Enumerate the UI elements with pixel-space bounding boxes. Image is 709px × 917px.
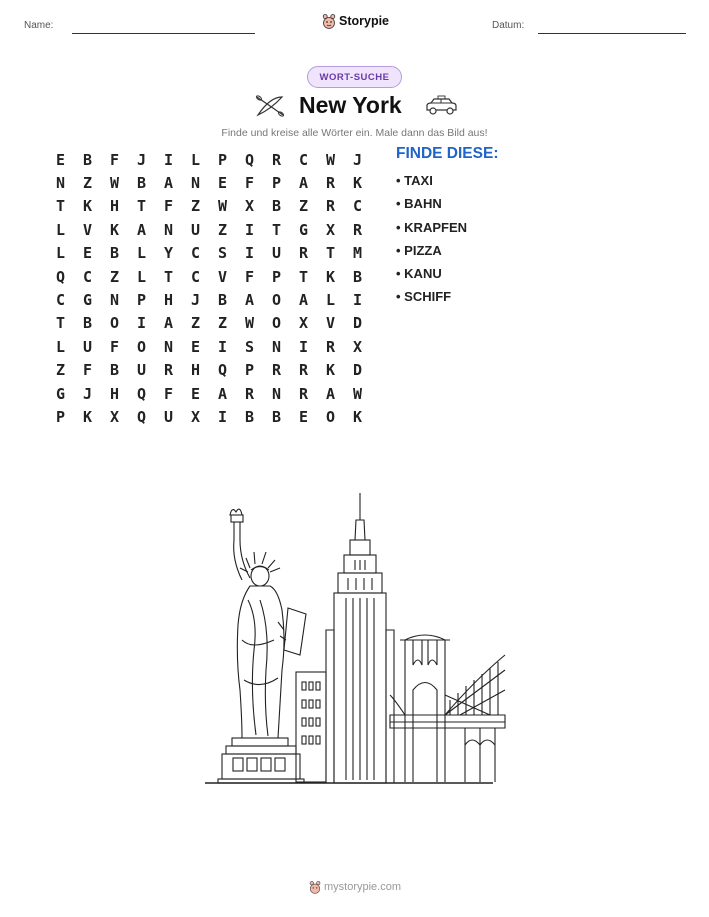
grid-cell[interactable]: N bbox=[190, 174, 201, 193]
grid-cell[interactable]: I bbox=[163, 150, 174, 169]
statue-of-liberty bbox=[218, 509, 306, 783]
empire-state-building bbox=[326, 493, 394, 783]
grid-cell[interactable]: P bbox=[244, 361, 255, 380]
grid-cell[interactable]: K bbox=[109, 220, 120, 239]
grid-cell[interactable]: I bbox=[244, 220, 255, 239]
grid-cell[interactable]: F bbox=[163, 197, 174, 216]
grid-row bbox=[47, 171, 371, 194]
grid-cell[interactable]: A bbox=[325, 384, 336, 403]
grid-cell[interactable]: C bbox=[190, 267, 201, 286]
grid-cell[interactable]: Q bbox=[136, 407, 147, 426]
grid-cell[interactable]: R bbox=[163, 361, 174, 380]
grid-cell[interactable]: O bbox=[271, 291, 282, 310]
storypie-mascot-icon bbox=[322, 13, 336, 29]
grid-cell[interactable]: P bbox=[217, 150, 228, 169]
grid-cell[interactable]: W bbox=[352, 384, 363, 403]
grid-cell[interactable]: V bbox=[325, 314, 336, 333]
grid-cell[interactable]: E bbox=[217, 174, 228, 193]
word-item: • SCHIFF bbox=[396, 289, 452, 305]
grid-cell[interactable]: X bbox=[325, 220, 336, 239]
grid-cell[interactable]: L bbox=[136, 244, 147, 263]
grid-cell[interactable]: A bbox=[163, 174, 174, 193]
grid-cell[interactable]: S bbox=[217, 244, 228, 263]
grid-cell[interactable]: Q bbox=[136, 384, 147, 403]
brand-name: Storypie bbox=[339, 14, 390, 28]
grid-cell[interactable]: R bbox=[271, 361, 282, 380]
grid-cell[interactable]: T bbox=[55, 314, 66, 333]
word-list bbox=[396, 169, 467, 309]
grid-cell[interactable]: A bbox=[244, 291, 255, 310]
grid-cell[interactable]: P bbox=[271, 174, 282, 193]
grid-row bbox=[47, 312, 371, 335]
grid-cell[interactable]: G bbox=[298, 220, 309, 239]
grid-cell[interactable]: B bbox=[271, 407, 282, 426]
grid-cell[interactable]: Z bbox=[298, 197, 309, 216]
grid-cell[interactable]: C bbox=[298, 150, 309, 169]
grid-row bbox=[47, 218, 371, 241]
grid-cell[interactable]: I bbox=[298, 337, 309, 356]
grid-cell[interactable]: N bbox=[163, 337, 174, 356]
grid-cell[interactable]: K bbox=[325, 267, 336, 286]
grid-row bbox=[47, 148, 371, 171]
grid-cell[interactable]: P bbox=[271, 267, 282, 286]
grid-cell[interactable]: W bbox=[109, 174, 120, 193]
grid-cell[interactable]: L bbox=[55, 220, 66, 239]
grid-cell[interactable]: L bbox=[325, 291, 336, 310]
grid-cell[interactable]: A bbox=[298, 291, 309, 310]
grid-cell[interactable]: Z bbox=[109, 267, 120, 286]
grid-cell[interactable]: B bbox=[82, 314, 93, 333]
grid-cell[interactable]: F bbox=[244, 174, 255, 193]
grid-cell[interactable]: Q bbox=[244, 150, 255, 169]
grid-cell[interactable]: W bbox=[244, 314, 255, 333]
grid-cell[interactable]: Y bbox=[163, 244, 174, 263]
grid-cell[interactable]: H bbox=[163, 291, 174, 310]
kayak-icon bbox=[255, 93, 285, 119]
grid-cell[interactable]: T bbox=[271, 220, 282, 239]
grid-cell[interactable]: W bbox=[217, 197, 228, 216]
grid-cell[interactable]: B bbox=[109, 244, 120, 263]
name-line[interactable] bbox=[72, 33, 255, 34]
grid-cell[interactable]: T bbox=[298, 267, 309, 286]
grid-cell[interactable]: J bbox=[136, 150, 147, 169]
grid-cell[interactable]: R bbox=[271, 150, 282, 169]
grid-cell[interactable]: O bbox=[109, 314, 120, 333]
grid-cell[interactable]: J bbox=[352, 150, 363, 169]
grid-cell[interactable]: C bbox=[55, 291, 66, 310]
grid-cell[interactable]: N bbox=[55, 174, 66, 193]
grid-cell[interactable]: F bbox=[244, 267, 255, 286]
word-item: • BAHN bbox=[396, 196, 442, 212]
grid-cell[interactable]: X bbox=[190, 407, 201, 426]
grid-cell[interactable]: A bbox=[136, 220, 147, 239]
storypie-mascot-icon bbox=[309, 880, 321, 894]
grid-cell[interactable]: L bbox=[55, 337, 66, 356]
grid-cell[interactable]: I bbox=[217, 407, 228, 426]
grid-cell[interactable]: P bbox=[136, 291, 147, 310]
grid-cell[interactable]: J bbox=[82, 384, 93, 403]
grid-cell[interactable]: I bbox=[244, 244, 255, 263]
brooklyn-bridge bbox=[390, 635, 505, 782]
grid-cell[interactable]: O bbox=[325, 407, 336, 426]
grid-cell[interactable]: I bbox=[136, 314, 147, 333]
grid-cell[interactable]: L bbox=[55, 244, 66, 263]
grid-cell[interactable]: W bbox=[325, 150, 336, 169]
grid-cell[interactable]: J bbox=[190, 291, 201, 310]
grid-cell[interactable]: F bbox=[82, 361, 93, 380]
grid-cell[interactable]: Z bbox=[190, 314, 201, 333]
grid-cell[interactable]: U bbox=[271, 244, 282, 263]
grid-cell[interactable]: R bbox=[298, 361, 309, 380]
grid-cell[interactable]: Z bbox=[217, 220, 228, 239]
instructions: Finde und kreise alle Wörter ein. Male dann das Bild aus! bbox=[221, 127, 488, 139]
grid-cell[interactable]: O bbox=[271, 314, 282, 333]
grid-cell[interactable]: N bbox=[109, 291, 120, 310]
grid-cell[interactable]: R bbox=[298, 244, 309, 263]
grid-cell[interactable]: L bbox=[136, 267, 147, 286]
grid-cell[interactable]: A bbox=[298, 174, 309, 193]
grid-cell[interactable]: T bbox=[136, 197, 147, 216]
grid-cell[interactable]: F bbox=[109, 337, 120, 356]
grid-cell[interactable]: M bbox=[352, 244, 363, 263]
grid-cell[interactable]: D bbox=[352, 361, 363, 380]
word-item: • KRAPFEN bbox=[396, 219, 467, 235]
page-title: New York bbox=[299, 92, 402, 118]
grid-cell[interactable]: I bbox=[352, 291, 363, 310]
grid-cell[interactable]: I bbox=[217, 337, 228, 356]
footer bbox=[309, 880, 401, 894]
grid-cell[interactable]: A bbox=[163, 314, 174, 333]
grid-cell[interactable]: B bbox=[82, 150, 93, 169]
grid-cell[interactable]: H bbox=[109, 384, 120, 403]
grid-cell[interactable]: E bbox=[55, 150, 66, 169]
grid-cell[interactable]: U bbox=[136, 361, 147, 380]
grid-cell[interactable]: X bbox=[244, 197, 255, 216]
grid-cell[interactable]: A bbox=[217, 384, 228, 403]
grid-cell[interactable]: K bbox=[82, 197, 93, 216]
grid-cell[interactable]: Q bbox=[217, 361, 228, 380]
grid-cell[interactable]: B bbox=[217, 291, 228, 310]
grid-cell[interactable]: N bbox=[163, 220, 174, 239]
grid-cell[interactable]: X bbox=[352, 337, 363, 356]
brand-logo bbox=[322, 13, 389, 29]
date-line[interactable] bbox=[538, 33, 686, 34]
grid-cell[interactable]: V bbox=[82, 220, 93, 239]
grid-cell[interactable]: F bbox=[163, 384, 174, 403]
grid-cell[interactable]: U bbox=[190, 220, 201, 239]
category-badge: WORT-SUCHE bbox=[307, 66, 402, 88]
grid-row bbox=[47, 382, 371, 405]
grid-cell[interactable]: N bbox=[271, 337, 282, 356]
word-item: • TAXI bbox=[396, 173, 433, 188]
grid-cell[interactable]: P bbox=[55, 407, 66, 426]
grid-cell[interactable]: L bbox=[190, 150, 201, 169]
grid-cell[interactable]: E bbox=[190, 337, 201, 356]
grid-row bbox=[47, 195, 371, 218]
grid-cell[interactable]: U bbox=[82, 337, 93, 356]
grid-cell[interactable]: E bbox=[82, 244, 93, 263]
grid-cell[interactable]: R bbox=[352, 220, 363, 239]
grid-cell[interactable]: B bbox=[109, 361, 120, 380]
footer-url[interactable]: mystorypie.com bbox=[324, 881, 402, 893]
grid-cell[interactable]: R bbox=[325, 337, 336, 356]
grid-cell[interactable]: T bbox=[55, 197, 66, 216]
word-item: • KANU bbox=[396, 266, 442, 282]
grid-cell[interactable]: B bbox=[244, 407, 255, 426]
name-label: Name: bbox=[24, 20, 54, 31]
grid-cell[interactable]: R bbox=[325, 197, 336, 216]
word-list-title: FINDE DIESE: bbox=[396, 145, 499, 162]
grid-cell[interactable]: B bbox=[352, 267, 363, 286]
grid-row bbox=[47, 288, 371, 311]
grid-cell[interactable]: B bbox=[271, 197, 282, 216]
grid-cell[interactable]: K bbox=[352, 407, 363, 426]
grid-cell[interactable]: Z bbox=[217, 314, 228, 333]
grid-cell[interactable]: C bbox=[82, 267, 93, 286]
letter-grid[interactable] bbox=[47, 148, 371, 429]
grid-cell[interactable]: N bbox=[271, 384, 282, 403]
grid-cell[interactable]: F bbox=[109, 150, 120, 169]
grid-cell[interactable]: D bbox=[352, 314, 363, 333]
grid-cell[interactable]: V bbox=[217, 267, 228, 286]
new-york-skyline-illustration[interactable] bbox=[200, 490, 510, 790]
grid-cell[interactable]: E bbox=[298, 407, 309, 426]
grid-row bbox=[47, 335, 371, 358]
grid-cell[interactable]: T bbox=[163, 267, 174, 286]
grid-cell[interactable]: H bbox=[190, 361, 201, 380]
grid-cell[interactable]: Z bbox=[55, 361, 66, 380]
grid-cell[interactable]: G bbox=[55, 384, 66, 403]
grid-cell[interactable]: G bbox=[82, 291, 93, 310]
grid-cell[interactable]: C bbox=[352, 197, 363, 216]
grid-row bbox=[47, 359, 371, 382]
date-label: Datum: bbox=[492, 20, 525, 31]
word-item: • PIZZA bbox=[396, 242, 442, 258]
grid-cell[interactable]: H bbox=[109, 197, 120, 216]
grid-cell[interactable]: T bbox=[325, 244, 336, 263]
grid-cell[interactable]: U bbox=[163, 407, 174, 426]
grid-cell[interactable]: B bbox=[136, 174, 147, 193]
grid-cell[interactable]: K bbox=[82, 407, 93, 426]
taxi-icon bbox=[424, 95, 458, 117]
grid-cell[interactable]: C bbox=[190, 244, 201, 263]
grid-cell[interactable]: R bbox=[298, 384, 309, 403]
grid-cell[interactable]: Z bbox=[190, 197, 201, 216]
grid-cell[interactable]: R bbox=[244, 384, 255, 403]
grid-cell[interactable]: S bbox=[244, 337, 255, 356]
grid-cell[interactable]: X bbox=[298, 314, 309, 333]
grid-cell[interactable]: K bbox=[325, 361, 336, 380]
grid-cell[interactable]: X bbox=[109, 407, 120, 426]
grid-row bbox=[47, 405, 371, 428]
grid-row bbox=[47, 265, 371, 288]
grid-cell[interactable]: K bbox=[352, 174, 363, 193]
grid-cell[interactable]: Q bbox=[55, 267, 66, 286]
grid-cell[interactable]: E bbox=[190, 384, 201, 403]
grid-row bbox=[47, 242, 371, 265]
grid-cell[interactable]: Z bbox=[82, 174, 93, 193]
grid-cell[interactable]: O bbox=[136, 337, 147, 356]
grid-cell[interactable]: R bbox=[325, 174, 336, 193]
